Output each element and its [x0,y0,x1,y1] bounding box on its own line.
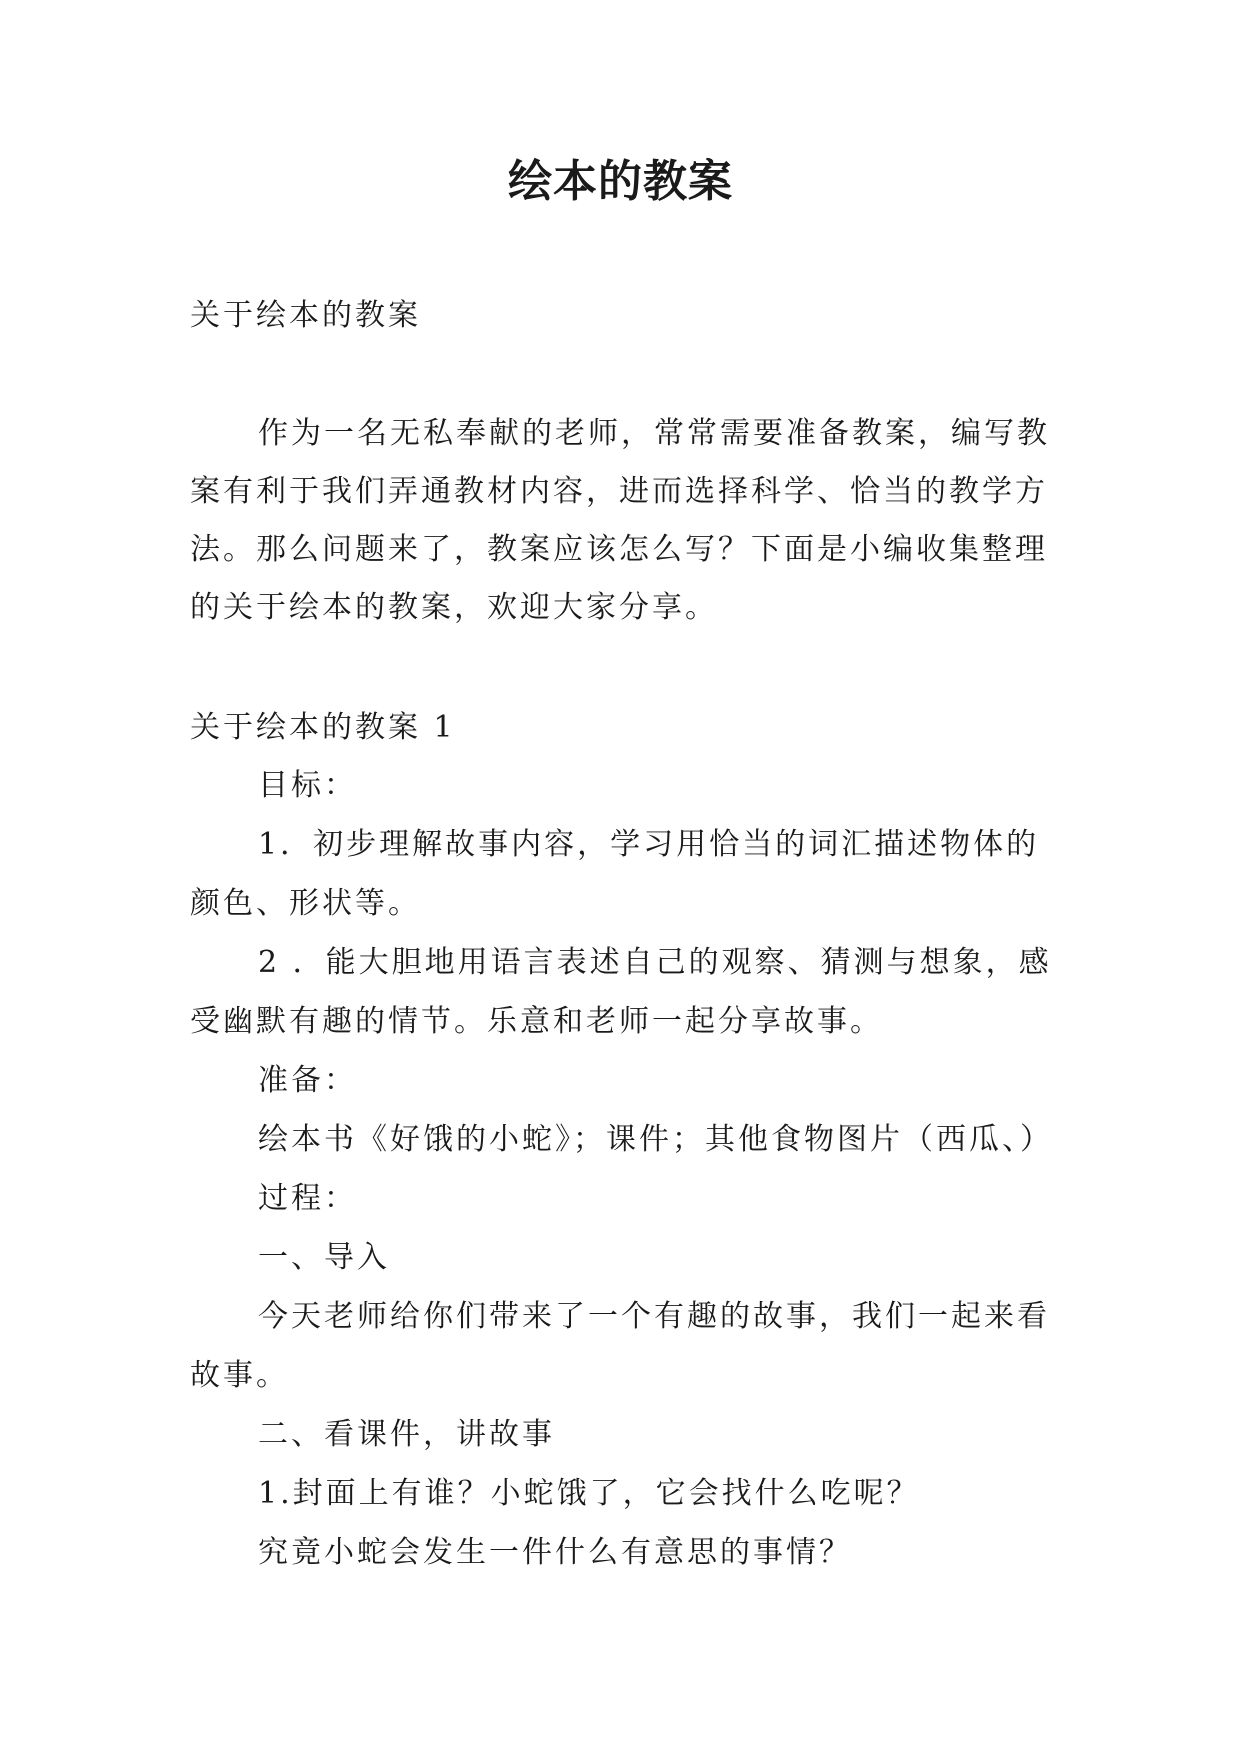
document-title: 绘本的教案 [508,156,733,207]
goal-item-1: 1．初步理解故事内容，学习用恰当的词汇描述物体的颜色、形状等。 [190,827,1040,921]
goal-item-2: 2 ．能大胆地用语言表述自己的观察、猜测与想象，感受幽默有趣的情节。乐意和老师一起分享故事。 [190,945,1052,1039]
lesson-body [190,756,1060,1582]
step-2-question-1: 1.封面上有谁？小蛇饿了，它会找什么吃呢？ [258,1476,920,1511]
preparation-materials: 绘本书《好饿的小蛇》；课件；其他食物图片（西瓜、） [258,1122,1053,1157]
goals-label: 目标： [258,768,357,803]
process-label: 过程： [258,1181,357,1216]
step-1-heading: 一、导入 [258,1240,390,1275]
intro-paragraph: 作为一名无私奉献的老师，常常需要准备教案，编写教案有利于我们弄通教材内容，进而选择科学、恰当的教学方法。那么问题来了，教案应该怎么写？下面是小编收集整理的关于绘本的教案，欢迎大家分享。 [190,416,1050,625]
step-2-heading: 二、看课件，讲故事 [258,1417,555,1452]
document-subtitle: 关于绘本的教案 [190,298,421,333]
section-heading: 关于绘本的教案 1 [190,710,456,745]
step-1-text: 今天老师给你们带来了一个有趣的故事，我们一起来看故事。 [190,1299,1050,1393]
preparation-label: 准备： [258,1063,357,1098]
step-2-question-2: 究竟小蛇会发生一件什么有意思的事情？ [258,1535,852,1570]
